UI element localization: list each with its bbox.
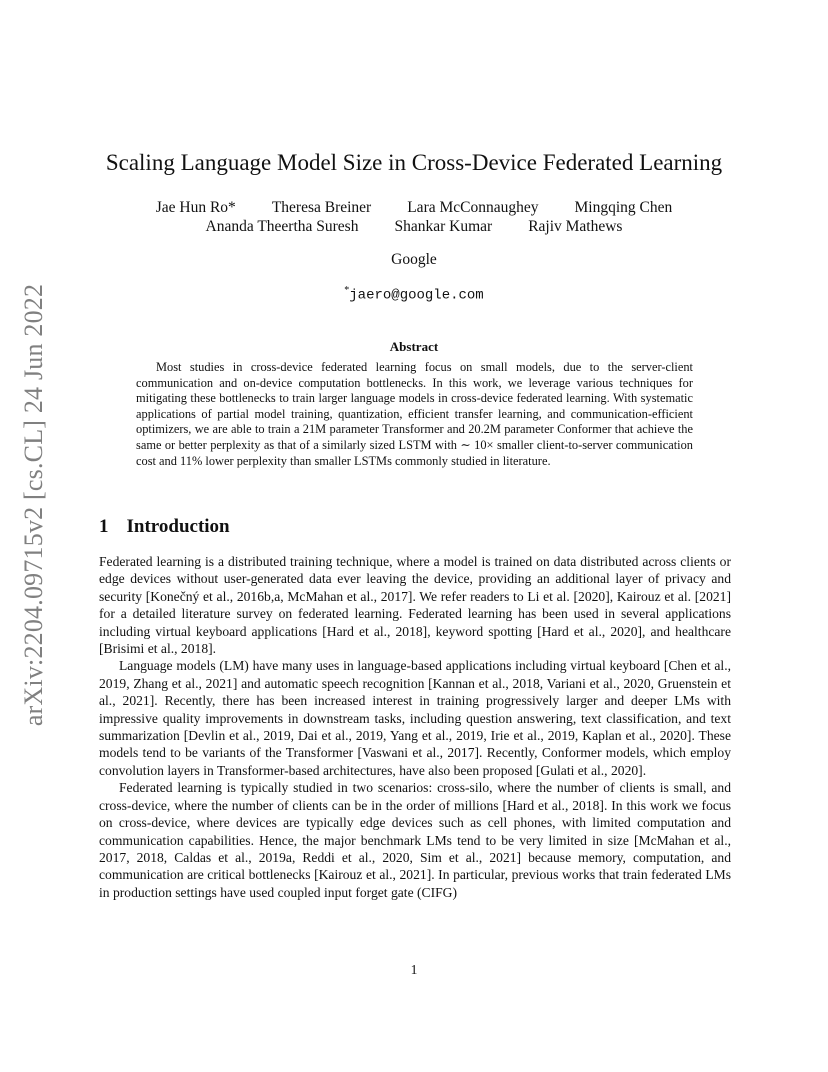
section-number: 1 [99, 516, 109, 537]
author-email [0, 285, 828, 304]
paragraph: Federated learning is a distributed training technique, where a model is trained on data distributed across clients or edge devices without user-generated data ever leaving the device, providing an additional layer of privacy and security [Konečný et al., 2016b,a, McMahan et al., 2017]. We refer readers to Li et al. [2020], Kairouz et al. [2021] for a detailed literature survey on federated learning. Federated learning has been used in several applications including virtual keyboard applications [Hard et al., 2018], keyword spotting [Hard et al., 2020], and healthcare [Brisimi et al., 2018]. [99, 554, 731, 657]
author-name: Mingqing Chen [574, 199, 673, 216]
author-row-2 [0, 217, 828, 236]
author-name: Ananda Theertha Suresh [205, 218, 359, 235]
abstract-heading: Abstract [389, 339, 439, 354]
email-address: jaero@google.com [349, 287, 484, 304]
author-row-1 [0, 198, 828, 217]
author-name: Shankar Kumar [394, 218, 493, 235]
abstract-text: Most studies in cross-device federated learning focus on small models, due to the server-client communication and on-device computation bottlenecks. In this work, we leverage various techniques for mitigating these bottlenecks to train larger language models in cross-device federated learning. With systematic applications of partial model training, quantization, efficient transfer learning, and communication-efficient optimizers, we are able to train a 21M parameter Transformer and 20.2M parameter Conformer that achieve the same or better perplexity as that of a similarly sized LSTM with ∼ 10× smaller client-to-server communication cost and 11% lower perplexity than smaller LSTMs commonly studied in literature. [136, 360, 693, 468]
affiliation: Google [391, 251, 437, 268]
body-text [99, 553, 731, 901]
email-footnote-mark: * [344, 285, 350, 296]
author-name: Lara McConnaughey [407, 199, 539, 216]
author-name: Theresa Breiner [271, 199, 372, 216]
author-name: Rajiv Mathews [528, 218, 623, 235]
page-number: 1 [410, 962, 418, 977]
section-heading [99, 516, 230, 538]
paper-title: Scaling Language Model Size in Cross-Device Federated Learning [105, 150, 723, 175]
paragraph: Language models (LM) have many uses in language-based applications including virtual keyboard [Chen et al., 2019, Zhang et al., 2021] and automatic speech recognition [Kannan et al., 2018, Variani et al., 2020, Gruenstein et al., 2021]. Recently, there has been increased interest in training progressively larger and deeper LMs with impressive quality improvements in downstream tasks, including question answering, text classification, and text summarization [Devlin et al., 2019, Dai et al., 2019, Yang et al., 2019, Irie et al., 2019, Kaplan et al., 2020]. These models tend to be variants of the Transformer [Vaswani et al., 2017]. Recently, Conformer models, which employ convolution layers in Transformer-based architectures, have also been proposed [Gulati et al., 2020]. [99, 658, 731, 778]
author-name: Jae Hun Ro* [155, 199, 236, 216]
author-list [0, 198, 828, 236]
paragraph: Federated learning is typically studied in two scenarios: cross-silo, where the number of clients is small, and cross-device, where the number of clients can be in the order of millions [Hard et al., 2018]. In this work we focus on cross-device, where devices are typically edge devices such as cell phones, with limited computation and communication capabilities. Hence, the major benchmark LMs tend to be very limited in size [McMahan et al., 2017, 2018, Caldas et al., 2019a, Reddi et al., 2020, Sim et al., 2021] because memory, computation, and communication are critical bottlenecks [Kairouz et al., 2021]. In particular, previous works that train federated LMs in production settings have used coupled input forget gate (CIFG) [99, 780, 731, 900]
section-title: Introduction [126, 516, 230, 537]
arxiv-identifier: arXiv:2204.09715v2 [cs.CL] 24 Jun 2022 [19, 283, 48, 727]
